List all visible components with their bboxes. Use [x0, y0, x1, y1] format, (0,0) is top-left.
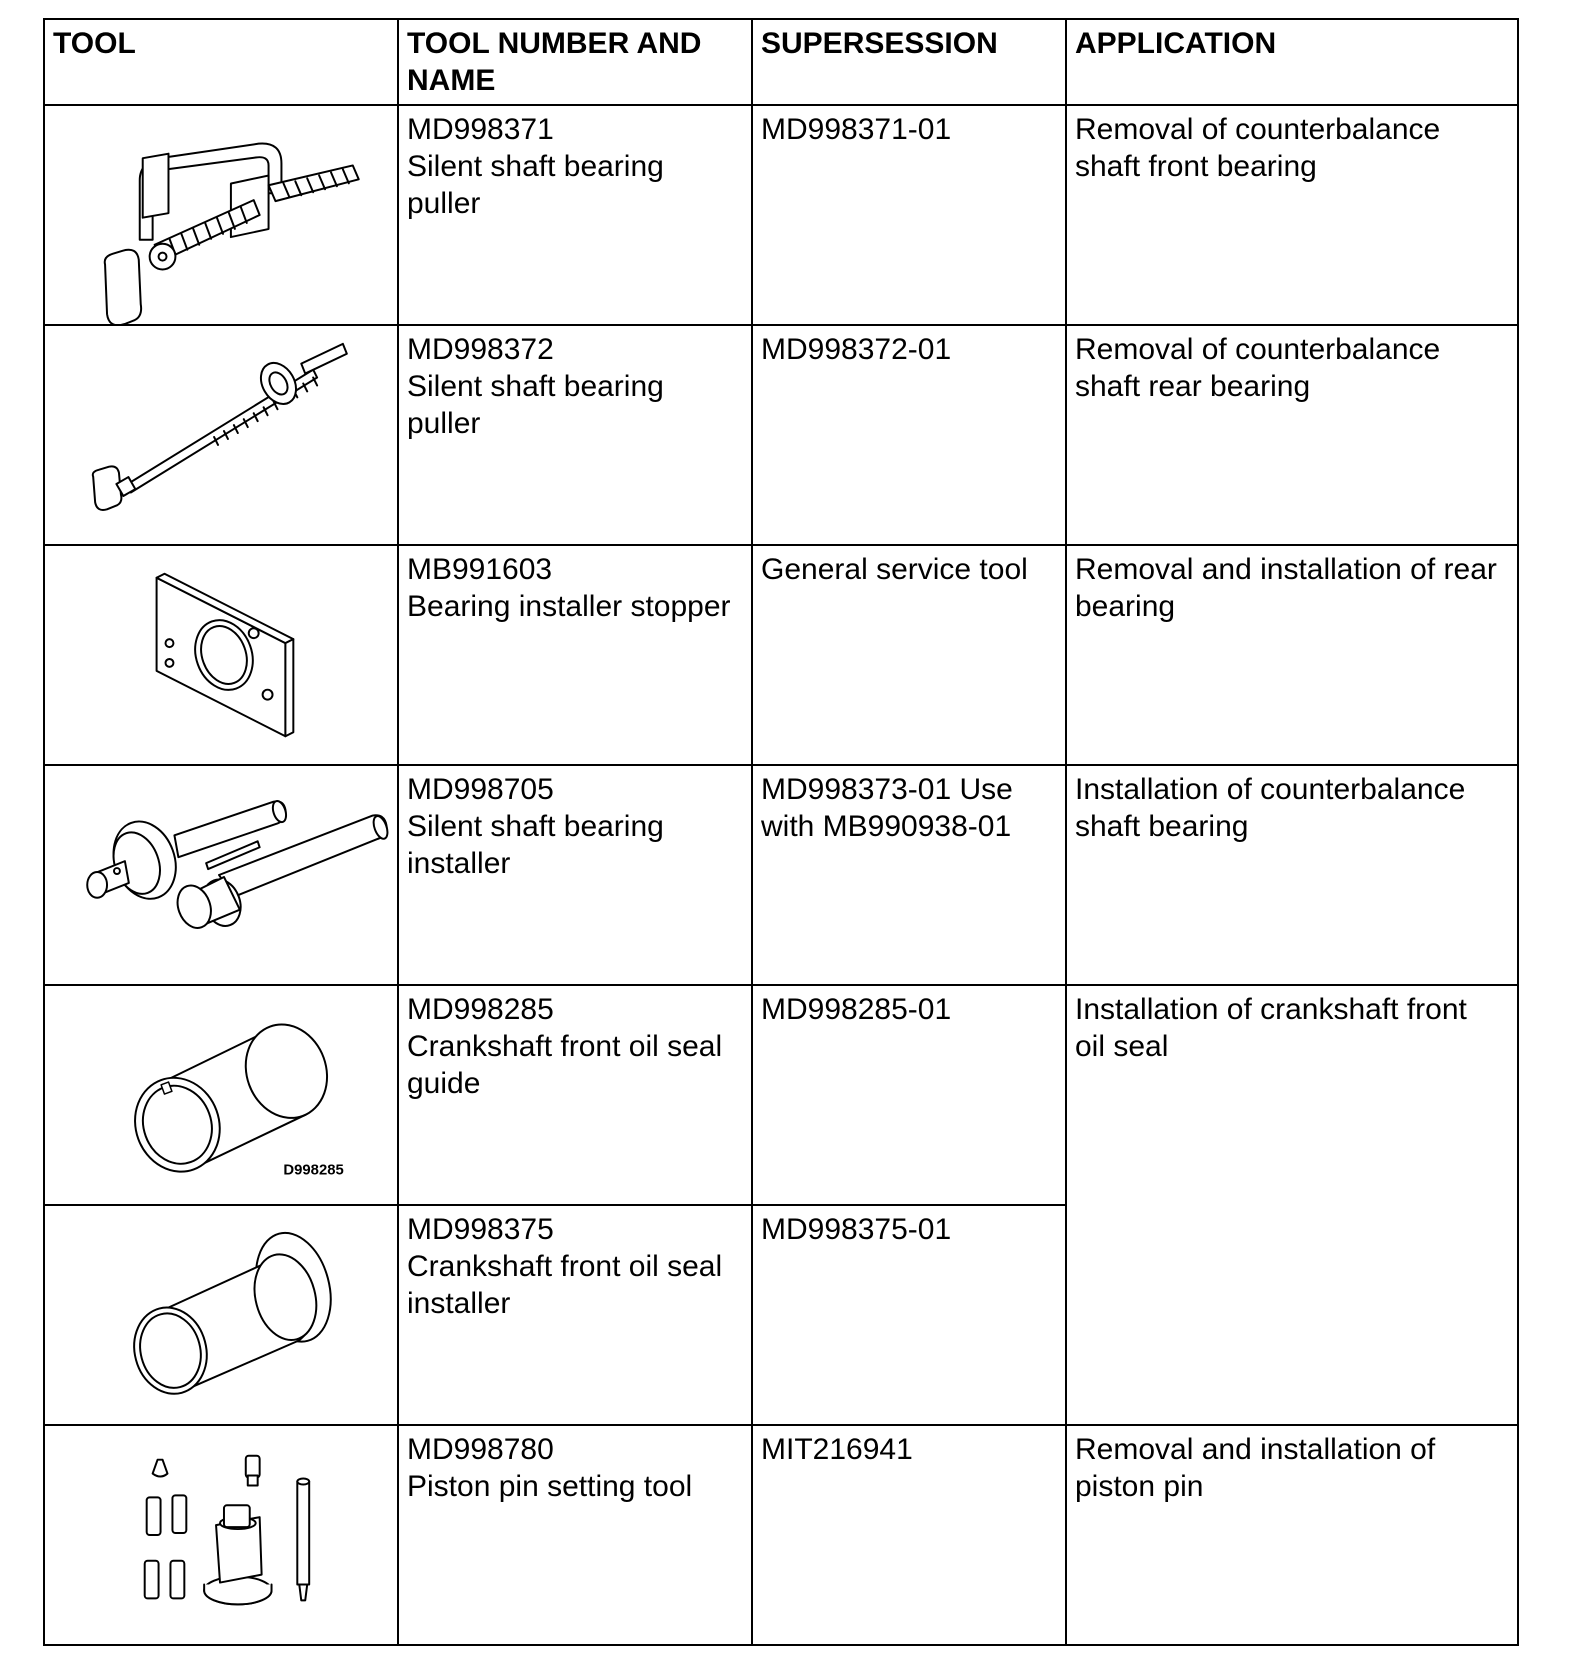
tool-number-and-name [398, 545, 752, 765]
header-row [44, 19, 1518, 105]
tool-number-and-name [398, 765, 752, 985]
application-cell: Removal of counterbalance shaft rear bearing [1066, 325, 1518, 545]
application-cell: Installation of counterbalance shaft bearing [1066, 765, 1518, 985]
tool-number-and-name [398, 985, 752, 1205]
tool-number: MD998705 [407, 773, 554, 806]
supersession-cell: MD998285-01 [752, 985, 1066, 1205]
application-cell: Removal of counterbalance shaft front bearing [1066, 105, 1518, 325]
tool-image-cell [44, 545, 398, 765]
tool-name: puller [407, 407, 481, 440]
tool-number-and-name [398, 1205, 752, 1425]
tool-name: Crankshaft front oil seal [407, 1250, 723, 1283]
tool-image-cell [44, 325, 398, 545]
tool-number: MD998780 [407, 1433, 554, 1466]
seal-installer-icon [45, 1206, 397, 1424]
tool-image-label: D998285 [283, 1162, 344, 1179]
table-row [44, 325, 1518, 545]
tool-name: guide [407, 1067, 481, 1100]
supersession-cell: MD998373-01 Use with MB990938-01 [752, 765, 1066, 985]
tool-number: MD998371 [407, 113, 554, 146]
table-row [44, 765, 1518, 985]
tool-name: puller [407, 187, 481, 220]
tool-number: MD998375 [407, 1213, 554, 1246]
tool-name: Crankshaft front oil seal [407, 1030, 723, 1063]
tool-image-cell [44, 1205, 398, 1425]
c-clamp-puller-icon [45, 106, 397, 324]
bearing-installer-icon [45, 766, 397, 984]
tool-name: installer [407, 1287, 511, 1320]
table-row [44, 985, 1518, 1205]
piston-pin-tool-icon [45, 1426, 397, 1644]
supersession-cell: MD998371-01 [752, 105, 1066, 325]
table-row [44, 545, 1518, 765]
tool-name: Bearing installer stopper [407, 590, 731, 623]
header-supersession: SUPERSESSION [752, 19, 1066, 105]
application-cell: Installation of crankshaft front oil seal [1066, 985, 1518, 1425]
long-bolt-puller-icon [45, 326, 397, 544]
table-row [44, 105, 1518, 325]
tool-name: Silent shaft bearing [407, 370, 664, 403]
supersession-cell: MD998372-01 [752, 325, 1066, 545]
special-tools-table [43, 18, 1519, 1646]
seal-guide-icon [45, 986, 397, 1204]
tool-image-cell [44, 1425, 398, 1645]
tool-number: MB991603 [407, 553, 553, 586]
supersession-cell: MIT216941 [752, 1425, 1066, 1645]
tool-number-and-name [398, 325, 752, 545]
supersession-cell: MD998375-01 [752, 1205, 1066, 1425]
header-tool: TOOL [44, 19, 398, 105]
tool-number-and-name [398, 105, 752, 325]
header-tool-number-and-name: TOOL NUMBER AND NAME [398, 19, 752, 105]
tool-name: Silent shaft bearing [407, 810, 664, 843]
application-cell: Removal and installation of piston pin [1066, 1425, 1518, 1645]
supersession-cell: General service tool [752, 545, 1066, 765]
tool-image-cell [44, 105, 398, 325]
tool-image-cell [44, 765, 398, 985]
tool-number-and-name [398, 1425, 752, 1645]
stopper-plate-icon [45, 546, 397, 764]
tool-name: Piston pin setting tool [407, 1470, 693, 1503]
tool-number: MD998372 [407, 333, 554, 366]
tool-number: MD998285 [407, 993, 554, 1026]
tool-image-cell [44, 985, 398, 1205]
table-row [44, 1425, 1518, 1645]
tool-name: Silent shaft bearing [407, 150, 664, 183]
tool-name: installer [407, 847, 511, 880]
application-cell: Removal and installation of rear bearing [1066, 545, 1518, 765]
header-application: APPLICATION [1066, 19, 1518, 105]
